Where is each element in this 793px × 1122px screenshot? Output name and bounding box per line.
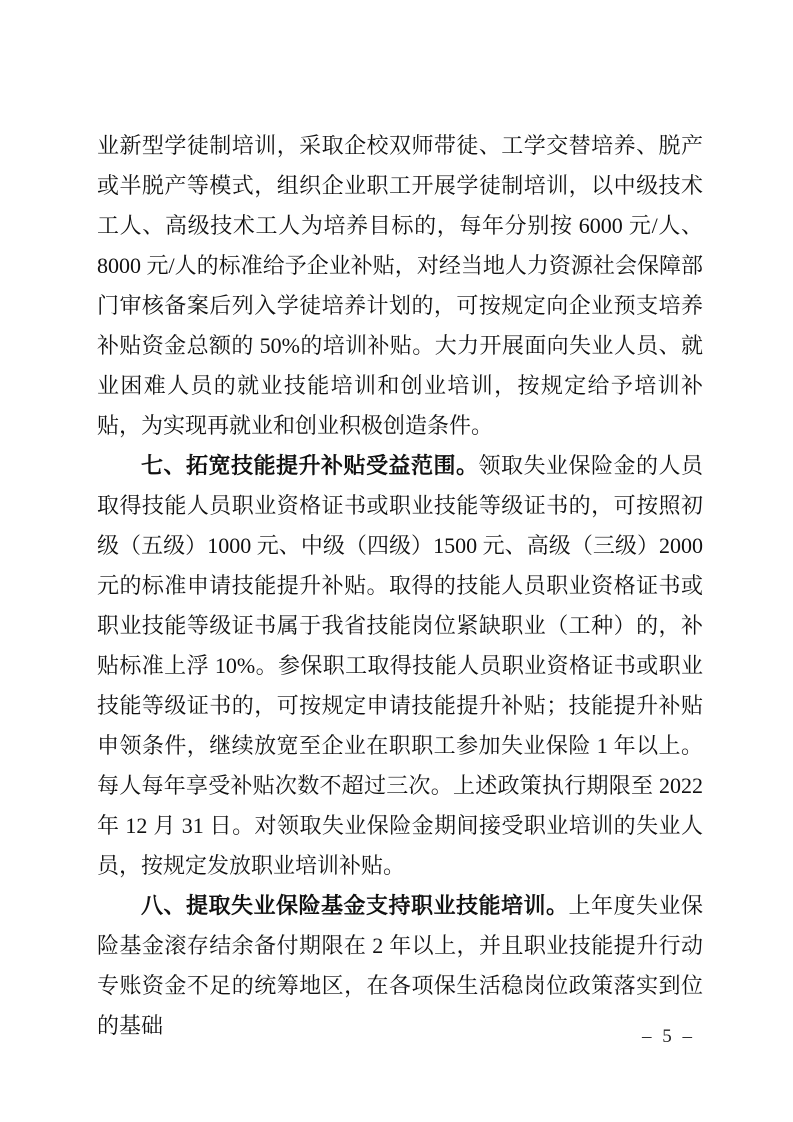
document-body: [97, 126, 703, 1046]
section-8-heading: 八、提取失业保险基金支持职业技能培训。: [141, 893, 569, 918]
paragraph-continuation: [97, 126, 703, 446]
page-number: – 5 –: [642, 1026, 695, 1047]
paragraph-section-8: [97, 886, 703, 1046]
paragraph-continuation-text: 业新型学徒制培训，采取企校双师带徒、工学交替培养、脱产或半脱产等模式，组织企业职工开展学徒制培训，以中级技术工人、高级技术工人为培养目标的，每年分别按 6000 元/人、8000 元/人的标准给予企业补贴，对经当地人力资源社会保障部门审核备案后列入学徒培养计划的，可按规定向企业预支培养补贴资金总额的 50%的培训补贴。大力开展面向失业人员、就业困难人员的就业技能培训和创业培训，按规定给予培训补贴，为实现再就业和创业积极创造条件。: [97, 133, 703, 438]
section-7-text: 领取失业保险金的人员取得技能人员职业资格证书或职业技能等级证书的，可按照初级（五级）1000 元、中级（四级）1500 元、高级（三级）2000 元的标准申请技能提升补贴。取得的技能人员职业资格证书或职业技能等级证书属于我省技能岗位紧缺职业（工种）的，补贴标准上浮 10%。参保职工取得技能人员职业资格证书或职业技能等级证书的，可按规定申请技能提升补贴；技能提升补贴申领条件，继续放宽至企业在职职工参加失业保险 1 年以上。每人每年享受补贴次数不超过三次。上述政策执行期限至 2022 年 12 月 31 日。对领取失业保险金期间接受职业培训的失业人员，按规定发放职业培训补贴。: [97, 453, 703, 878]
section-7-heading: 七、拓宽技能提升补贴受益范围。: [141, 453, 479, 478]
paragraph-section-7: [97, 446, 703, 886]
section-8-text: 上年度失业保险基金滚存结余备付期限在 2 年以上，并且职业技能提升行动专账资金不足的统筹地区，在各项保生活稳岗位政策落实到位的基础: [97, 893, 703, 1038]
